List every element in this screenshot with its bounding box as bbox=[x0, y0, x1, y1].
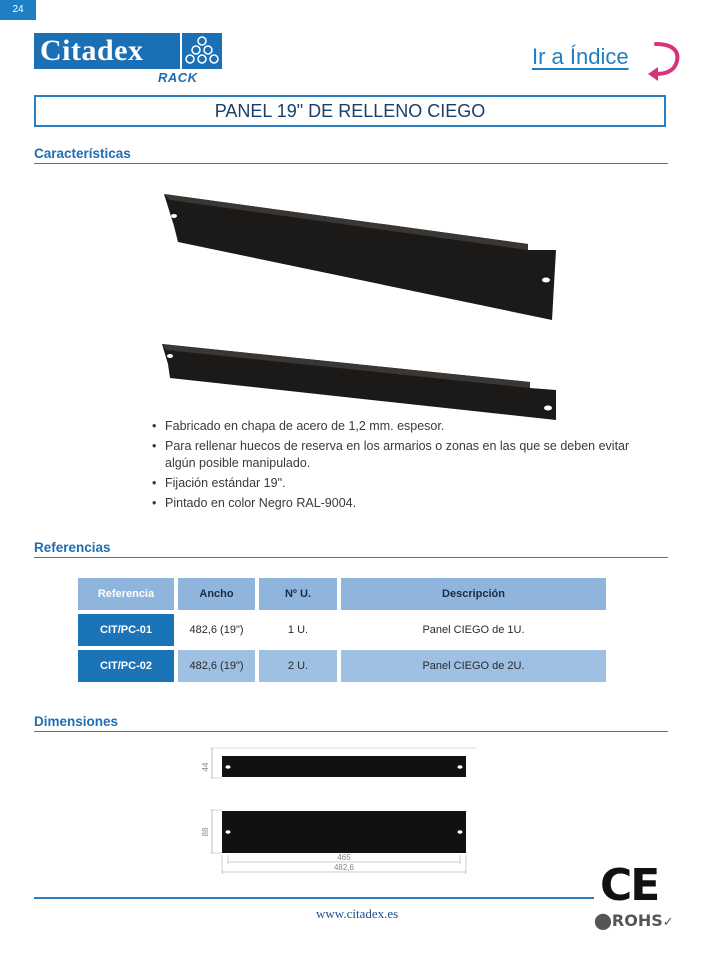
table-cell: CIT/PC-01 bbox=[78, 614, 174, 646]
rohs-label: ROHS bbox=[611, 911, 663, 930]
table-cell: 1 U. bbox=[259, 614, 337, 646]
table-cell: 482,6 (19") bbox=[178, 614, 255, 646]
dim-width-outer: 482,6 bbox=[333, 863, 355, 872]
return-arrow-icon[interactable] bbox=[646, 40, 682, 82]
table-cell: Panel CIEGO de 2U. bbox=[341, 650, 606, 682]
ce-mark: CE bbox=[600, 860, 659, 911]
page-title: PANEL 19" DE RELLENO CIEGO bbox=[34, 95, 666, 127]
feature-item: • Para rellenar huecos de reserva en los armarios o zonas en las que se deben evitar algún posible manipulado. bbox=[150, 438, 630, 472]
table-cell: Panel CIEGO de 1U. bbox=[341, 614, 606, 646]
dim-width-inner: 465 bbox=[337, 853, 351, 862]
footer-url[interactable]: www.citadex.es bbox=[316, 906, 399, 921]
index-link[interactable]: Ir a Índice bbox=[532, 44, 629, 69]
panel-1u-photo bbox=[160, 190, 560, 325]
footer-divider bbox=[34, 897, 594, 899]
table-header-row bbox=[78, 578, 606, 610]
page-number: 24 bbox=[0, 0, 36, 20]
section-references: Referencias bbox=[34, 540, 668, 558]
table-cell: CIT/PC-02 bbox=[78, 650, 174, 682]
column-header: Referencia bbox=[78, 578, 174, 610]
panel-2u-photo bbox=[160, 342, 560, 422]
brand-name: Citadex bbox=[34, 33, 180, 69]
column-header: Ancho bbox=[178, 578, 255, 610]
references-table bbox=[74, 574, 610, 686]
brand-logo bbox=[34, 33, 222, 85]
dimension-drawing bbox=[196, 742, 486, 878]
table-cell: 482,6 (19") bbox=[178, 650, 255, 682]
table-row bbox=[78, 650, 606, 682]
feature-list bbox=[150, 418, 630, 515]
feature-item: • Fabricado en chapa de acero de 1,2 mm. espesor. bbox=[150, 418, 630, 435]
feature-item: • Fijación estándar 19". bbox=[150, 475, 630, 492]
table-row bbox=[78, 614, 606, 646]
table-cell: 2 U. bbox=[259, 650, 337, 682]
brand-sub: RACK bbox=[158, 70, 198, 85]
dim-height-2u: 88 bbox=[201, 827, 210, 837]
column-header: Descripción bbox=[341, 578, 606, 610]
dim-height-1u: 44 bbox=[201, 762, 210, 772]
section-features: Características bbox=[34, 146, 668, 164]
rohs-leaf-icon: ⬤ bbox=[594, 911, 612, 930]
check-icon: ✓ bbox=[662, 915, 674, 930]
section-dimensions: Dimensiones bbox=[34, 714, 668, 732]
column-header: Nº U. bbox=[259, 578, 337, 610]
brand-dots-icon bbox=[182, 33, 222, 69]
feature-item: • Pintado en color Negro RAL-9004. bbox=[150, 495, 630, 512]
rohs-mark bbox=[594, 911, 674, 930]
